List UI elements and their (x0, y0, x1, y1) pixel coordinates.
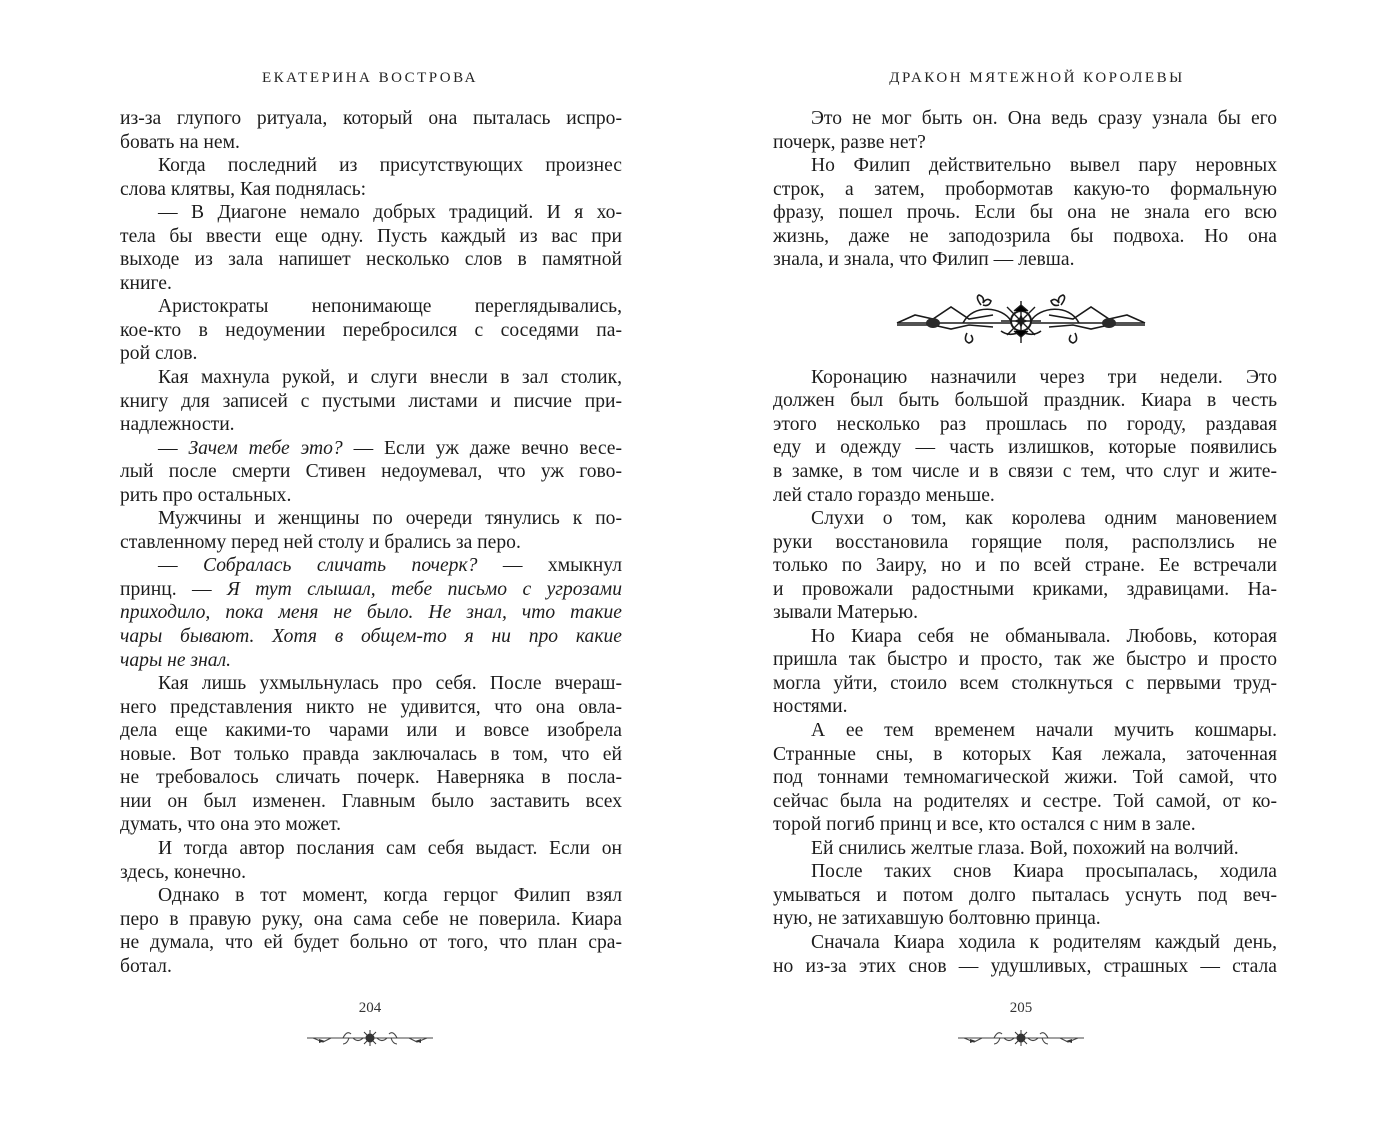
text-line: фразу, пошел прочь. Если бы она не знала его всю (773, 202, 1277, 224)
text-line: Но Филип действительно вывел пару неровных (811, 155, 1277, 177)
left-page-text (120, 107, 622, 978)
italic-speech: чары не знал. (120, 649, 232, 671)
text-line: Сначала Киара ходила к родителям каждый день, (811, 931, 1277, 953)
text-line: Это не мог быть он. Она ведь сразу узнала бы его (811, 108, 1277, 129)
text-line: знала, и знала, что Филип — левша. (773, 249, 1075, 271)
page-number: 204 (358, 1000, 382, 1016)
text-line: ставленному перед ней столу и брались за перо. (120, 531, 521, 553)
italic-speech: чары бывают. Хотя в общем-то я ни про какие (120, 626, 622, 648)
text-line: умываться и потом долго пыталась уснуть под веч- (773, 884, 1277, 906)
text-line: — Зачем тебе это? — Если уж даже вечно весе- (158, 437, 622, 459)
running-head-author: ЕКАТЕРИНА ВОСТРОВА (261, 70, 479, 86)
text-line: здесь, конечно. (120, 861, 247, 883)
italic-speech: Собралась сличать почерк? (203, 555, 478, 577)
text-line: пришла так быстро и просто, так же быстро и просто (773, 649, 1277, 671)
text-line: ную, не затихавшую болтовню принца. (773, 908, 1101, 930)
right-page-text (773, 107, 1277, 978)
text-line: сейчас была на родителях и сестре. Той самой, от ко- (773, 790, 1277, 812)
paragraph (120, 107, 622, 154)
text-line: лый после смерти Стивен недоумевал, что уж гово- (120, 461, 622, 483)
text-line: перо в правую руку, она сама себе не поверила. Киара (120, 908, 622, 930)
text-line: книге. (120, 272, 172, 294)
paragraph (773, 719, 1277, 837)
paragraph (773, 837, 1277, 861)
text-line: из-за глупого ритуала, который она пыталась испро- (120, 108, 622, 129)
text-line: Ей снились желтые глаза. Вой, похожий на волчий. (811, 837, 1239, 859)
text-line: А ее тем временем начали мучить кошмары. (811, 720, 1277, 742)
text-line: слова клятвы, Кая поднялась: (120, 178, 367, 200)
text-line: рить про остальных. (120, 484, 292, 506)
text-line: этого несколько раз прошлась по городу, раздавая (773, 413, 1277, 435)
text-line: Странные сны, в которых Кая лежала, заточенная (773, 743, 1277, 765)
text-line: бовать на нем. (120, 131, 240, 153)
text-line: рой слов. (120, 343, 198, 365)
text-line: могла уйти, стоило всем столкнуться с первыми труд- (773, 672, 1277, 694)
italic-speech: Я тут слышал, тебе письмо с угрозами (227, 578, 622, 600)
vignette-ornament-icon (956, 1027, 1086, 1049)
paragraph (120, 201, 622, 295)
text-line: И тогда автор послания сам себя выдаст. Если он (158, 837, 622, 859)
text-line: не требовалось сличать почерк. Наверняка в посла- (120, 767, 622, 789)
text-line: и провожали радостными криками, здравицами. На- (773, 578, 1277, 600)
text-line: принц. — Я тут слышал, тебе письмо с угрозами (120, 578, 622, 600)
text-line: почерк, разве нет? (773, 131, 926, 153)
paragraph (120, 884, 622, 978)
text-line: Слухи о том, как королева одним мановением (811, 508, 1277, 530)
paragraph (120, 837, 622, 884)
paragraph (773, 154, 1277, 272)
text-line (120, 601, 622, 625)
text-line: строк, а затем, пробормотав какую-то формальную (773, 178, 1277, 200)
text-line: надлежности. (120, 414, 235, 436)
text-line: ботал. (120, 955, 172, 977)
text-line: дела еще какими-то чарами или и вовсе изобрела (120, 720, 622, 742)
text-line: Аристократы непонимающе переглядывались, (158, 296, 622, 318)
text-line: — В Диагоне немало добрых традиций. И я хо- (158, 202, 622, 224)
text-line: зывали Матерью. (773, 602, 919, 624)
text-line: Когда последний из присутствующих произнес (158, 155, 622, 177)
text-line: должен был быть большой праздник. Киара в честь (773, 390, 1277, 412)
italic-speech: приходило, пока меня не было. Не знал, что такие (120, 602, 622, 624)
text-line: думать, что она это может. (120, 814, 342, 836)
text-line: Но Киара себя не обманывала. Любовь, которая (811, 625, 1277, 647)
paragraph (773, 107, 1277, 154)
italic-speech: Зачем тебе это? (188, 437, 343, 459)
text-line: но из-за этих снов — удушливых, страшных — стала (773, 955, 1277, 977)
text-line: торой погиб принц и все, кто остался с ним в зале. (773, 814, 1196, 836)
text-line: в замке, в том числе и в связи с тем, что слуг и жите- (773, 461, 1277, 483)
text-line: — Собралась сличать почерк? — хмыкнул (158, 555, 622, 577)
text-line: выходе из зала напишет несколько слов в памятной (120, 249, 622, 271)
paragraph (773, 931, 1277, 978)
text-line: ностями. (773, 696, 848, 718)
text-line: новые. Вот только правда заключалась в том, что ей (120, 743, 622, 765)
text-line: Кая махнула рукой, и слуги внесли в зал столик, (158, 367, 622, 389)
paragraph (773, 625, 1277, 719)
paragraph (773, 366, 1277, 507)
text-line: книгу для записей с пустыми листами и писчие при- (120, 390, 622, 412)
ornamental-divider-icon (893, 293, 1149, 349)
vignette-ornament-icon (305, 1027, 435, 1049)
paragraph (120, 295, 622, 366)
paragraph (120, 366, 622, 437)
right-page (697, 0, 1394, 1125)
text-line: только по Заиру, но и по всей стране. Ее встречали (773, 555, 1277, 577)
text-line: жизнь, даже не заподозрила бы подвоха. Но она (773, 225, 1277, 247)
paragraph (773, 860, 1277, 931)
text-line: тела бы ввести еще одну. Пусть каждый из вас при (120, 225, 622, 247)
text-line: После таких снов Киара просыпалась, ходила (811, 861, 1277, 883)
text-line (120, 649, 622, 673)
page-number: 205 (1009, 1000, 1033, 1016)
text-line: лей стало гораздо меньше. (773, 484, 995, 506)
text-line: нии он был изменен. Главным было заставить всех (120, 790, 622, 812)
text-line (120, 625, 622, 649)
text-line: Однако в тот момент, когда герцог Филип взял (158, 885, 622, 907)
paragraph (120, 672, 622, 837)
text-line: под тоннами темномагической жижи. Той самой, что (773, 767, 1277, 789)
text-line: Мужчины и женщины по очереди тянулись к по- (158, 508, 622, 530)
text-line: еду и одежду — часть излишков, которые появились (773, 437, 1277, 459)
paragraph (120, 154, 622, 201)
text-line: Коронацию назначили через три недели. Это (811, 366, 1277, 388)
paragraph (120, 437, 622, 508)
text-line: не думала, что ей будет больно от того, что план сра- (120, 932, 622, 954)
text-line: руки восстановила горящие поля, расползлись не (773, 531, 1277, 553)
text-line: кое-кто в недоумении перебросился с соседями па- (120, 319, 622, 341)
text-line: него представления никто не удивится, что она овла- (120, 696, 622, 718)
running-head-title: ДРАКОН МЯТЕЖНОЙ КОРОЛЕВЫ (889, 70, 1185, 86)
paragraph (773, 507, 1277, 625)
paragraph (120, 507, 622, 554)
text-line: Кая лишь ухмыльнулась про себя. После вчераш- (158, 673, 622, 695)
paragraph (120, 554, 622, 672)
